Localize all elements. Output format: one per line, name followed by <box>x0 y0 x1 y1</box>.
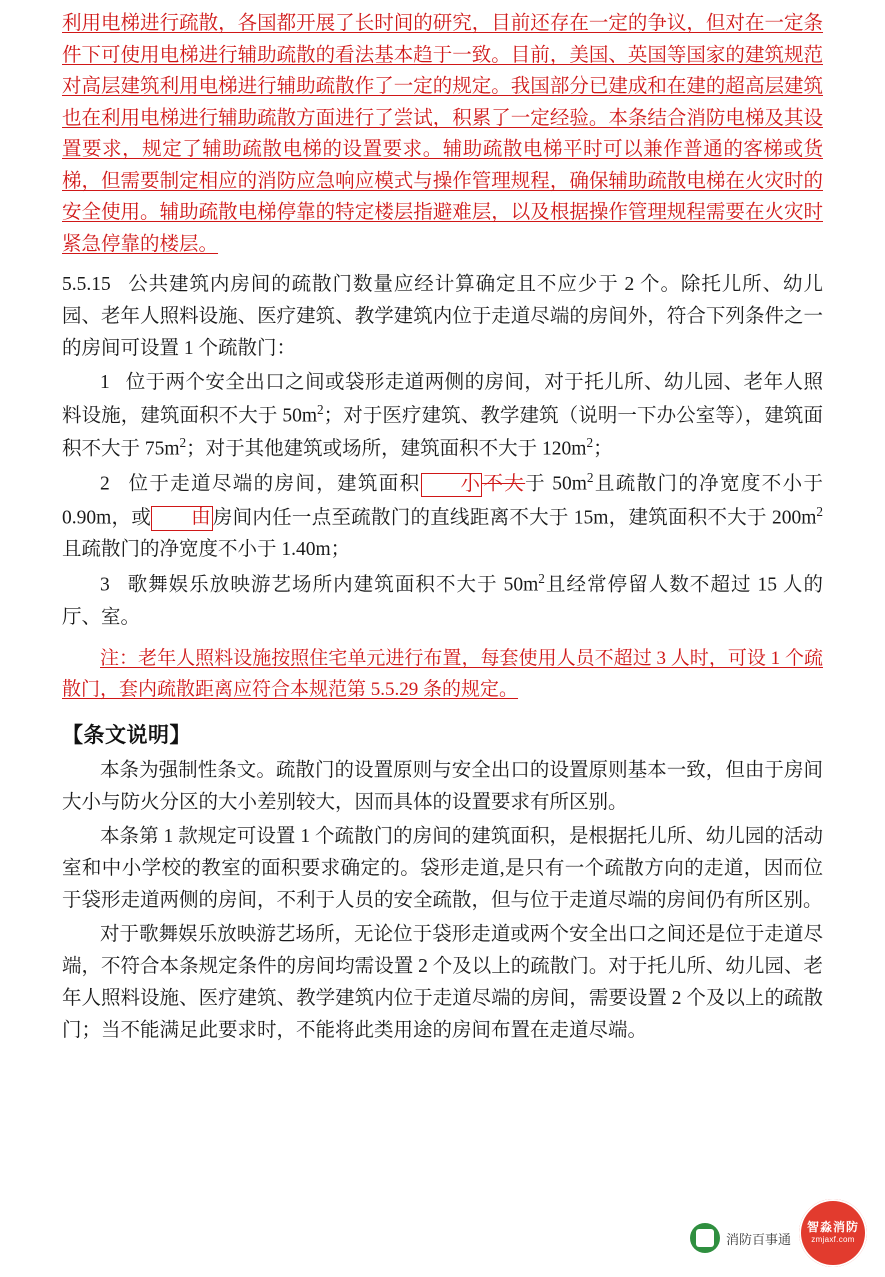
explanation-heading: 【条文说明】 <box>62 723 191 748</box>
qr-code-icon <box>690 1223 720 1253</box>
item-2-sup1: 2 <box>586 470 594 486</box>
clause-item-3 <box>62 568 823 633</box>
item-2-seg4: 房间内任一点至疏散门的直线距离不大于 15m，建筑面积不大于 200m <box>212 507 817 529</box>
clause-note-text: 注：老年人照料设施按照住宅单元进行布置，每套使用人员不超过 3 人时，可设 1 个疏散门，套内疏散距离应符合本规范第 5.5.29 条的规定。 <box>62 647 823 700</box>
wechat-account-watermark <box>690 1223 791 1267</box>
item-1-seg4: ； <box>593 438 613 460</box>
clause-item-1 <box>62 367 823 466</box>
site-badge-line1: 智淼消防 <box>806 1220 859 1234</box>
item-2-seg2: 于 50m <box>525 473 587 495</box>
site-badge <box>799 1199 867 1267</box>
item-3-seg1: 歌舞娱乐放映游艺场所内建筑面积不大于 50m <box>127 574 539 596</box>
item-1-number: 1 <box>100 371 110 393</box>
explanation-paragraph-1: 本条为强制性条文。疏散门的设置原则与安全出口的设置原则基本一致，但由于房间大小与防火分区的大小差别较大，因而具体的设置要求有所区别。 <box>62 760 823 814</box>
item-2-sup2: 2 <box>816 503 823 519</box>
explanation-paragraph-3: 对于歌舞娱乐放映游艺场所，无论位于袋形走道或两个安全出口之间还是位于走道尽端，不符合本条规定条件的房间均需设置 2 个及以上的疏散门。对于托儿所、幼儿园、老年人照料设施、医疗建筑、教学建筑内位于走道尽端的房间，需要设置 2 个及以上的疏散门；当不能满足此要求时，不能将此类用途的房间布置在走道尽端。 <box>62 924 823 1042</box>
item-2-seg3: 且疏散门的净宽度不小于 0.90m，或 <box>62 473 823 529</box>
site-badge-line2: zmjaxf.com <box>811 1235 855 1245</box>
item-2-seg1: 位于走道尽端的房间，建筑面积 <box>128 473 421 495</box>
item-1-seg2: ；对于医疗建筑、教学建筑（说明一下办公室等），建筑面积不大于 75m <box>62 405 823 460</box>
watermark-area <box>690 1199 867 1267</box>
revision-paragraph <box>62 8 823 261</box>
item-1-sup2: 2 <box>179 434 187 450</box>
item-2-inserted-char: 小 <box>421 473 483 497</box>
clause-lead-text: 公共建筑内房间的疏散门数量应经计算确定且不应少于 2 个。除托儿所、幼儿园、老年人照料设施、医疗建筑、教学建筑内位于走道尽端的房间外，符合下列条件之一的房间可设置 1 个疏散门： <box>62 273 823 359</box>
wechat-account-name: 消防百事通 <box>725 1231 791 1247</box>
clause-number: 5.5.15 <box>62 273 111 295</box>
item-3-sup1: 2 <box>538 571 545 587</box>
item-2-inserted-char-2: 由 <box>151 506 213 530</box>
clause-5-5-15 <box>62 269 823 365</box>
item-3-seg2: 且经常停留人数不超过 15 人的厅、室。 <box>62 574 823 628</box>
item-2-seg5: 且疏散门的净宽度不小于 1.40m； <box>62 539 351 561</box>
item-1-seg3: ；对于其他建筑或场所，建筑面积不大于 120m <box>186 438 587 460</box>
item-1-seg1: 位于两个安全出口之间或袋形走道两侧的房间，对于托儿所、幼儿园、老年人照料设施，建筑面积不大于 50m <box>62 371 823 426</box>
explanation-paragraph-2: 本条第 1 款规定可设置 1 个疏散门的房间的建筑面积，是根据托儿所、幼儿园的活动室和中小学校的教室的面积要求确定的。袋形走道,是只有一个疏散方向的走道，因而位于袋形走道两侧的房间，不利于人员的安全疏散，但与位于走道尽端的房间仍有所区别。 <box>62 826 823 912</box>
revision-text: 利用电梯进行疏散，各国都开展了长时间的研究，目前还存在一定的争议，但对在一定条件下可使用电梯进行辅助疏散的看法基本趋于一致。目前，美国、英国等国家的建筑规范对高层建筑利用电梯进行辅助疏散作了一定的规定。我国部分已建成和在建的超高层建筑也在利用电梯进行辅助疏散方面进行了尝试，积累了一定经验。本条结合消防电梯及其设置要求，规定了辅助疏散电梯的设置要求。辅助疏散电梯平时可以兼作普通的客梯或货梯，但需要制定相应的消防应急响应模式与操作管理规程，确保辅助疏散电梯在火灾时的安全使用。辅助疏散电梯停靠的特定楼层指避难层，以及根据操作管理规程需要在火灾时紧急停靠的楼层。 <box>62 13 823 256</box>
item-3-number: 3 <box>100 574 110 596</box>
item-1-sup1: 2 <box>317 401 324 417</box>
item-1-sup3: 2 <box>586 434 594 450</box>
item-2-struck-text: 不大 <box>482 473 526 495</box>
item-2-number: 2 <box>100 473 110 495</box>
clause-note <box>62 644 823 706</box>
clause-item-2 <box>62 467 823 566</box>
